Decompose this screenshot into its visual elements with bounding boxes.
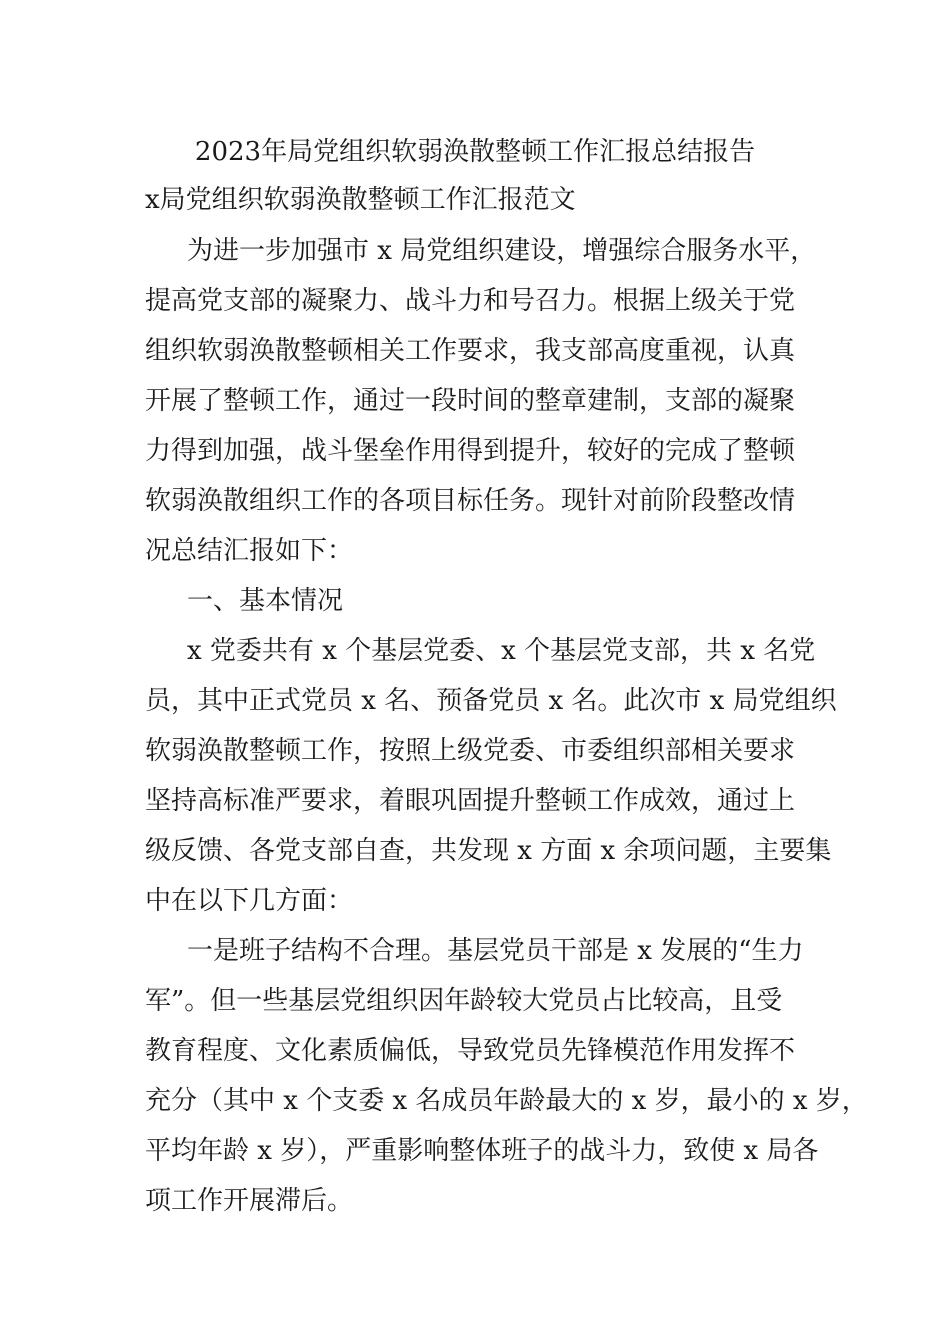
paragraph-line: 力得到加强，战斗堡垒作用得到提升，较好的完成了整顿 <box>145 436 796 466</box>
paragraph-line: 一是班子结构不合理。基层党员干部是 x 发展的“生力 <box>187 936 804 966</box>
paragraph-line: 坚持高标准严要求，着眼巩固提升整顿工作成效，通过上 <box>145 786 796 816</box>
section-heading: 一、基本情况 <box>187 586 344 616</box>
paragraph-line: 项工作开展滞后。 <box>145 1186 354 1216</box>
paragraph-team-structure <box>145 926 868 1226</box>
document-body <box>145 226 868 1226</box>
paragraph-line: 中在以下几方面： <box>145 886 354 916</box>
paragraph-line: 开展了整顿工作，通过一段时间的整章建制，支部的凝聚 <box>145 386 796 416</box>
paragraph-line: 软弱涣散组织工作的各项目标任务。现针对前阶段整改情 <box>145 486 796 516</box>
paragraph-intro <box>145 226 825 576</box>
section-heading-basic-situation <box>145 576 825 626</box>
paragraph-line: 组织软弱涣散整顿相关工作要求，我支部高度重视，认真 <box>145 336 796 366</box>
paragraph-line: 提高党支部的凝聚力、战斗力和号召力。根据上级关于党 <box>145 286 796 316</box>
paragraph-line: 况总结汇报如下： <box>145 536 354 566</box>
paragraph-line: 教育程度、文化素质偏低，导致党员先锋模范作用发挥不 <box>145 1036 796 1066</box>
paragraph-line: 为进一步加强市 x 局党组织建设，增强综合服务水平， <box>187 236 817 266</box>
document-subtitle: x局党组织软弱涣散整顿工作汇报范文 <box>145 185 576 215</box>
paragraph-line: 军”。但一些基层党组织因年龄较大党员占比较高，且受 <box>145 986 783 1016</box>
paragraph-line: 平均年龄 x 岁），严重影响整体班子的战斗力，致使 x 局各 <box>145 1136 819 1166</box>
document-title: 2023年局党组织软弱涣散整顿工作汇报总结报告 <box>194 137 756 167</box>
paragraph-basic-situation <box>145 626 837 926</box>
paragraph-line: x 党委共有 x 个基层党委、x 个基层党支部，共 x 名党 <box>187 636 816 666</box>
paragraph-line: 充分（其中 x 个支委 x 名成员年龄最大的 x 岁，最小的 x 岁， <box>145 1086 868 1116</box>
paragraph-line: 员，其中正式党员 x 名、预备党员 x 名。此次市 x 局党组织 <box>145 686 837 716</box>
paragraph-line: 级反馈、各党支部自查，共发现 x 方面 x 余项问题，主要集 <box>145 836 832 866</box>
paragraph-line: 软弱涣散整顿工作，按照上级党委、市委组织部相关要求 <box>145 736 796 766</box>
